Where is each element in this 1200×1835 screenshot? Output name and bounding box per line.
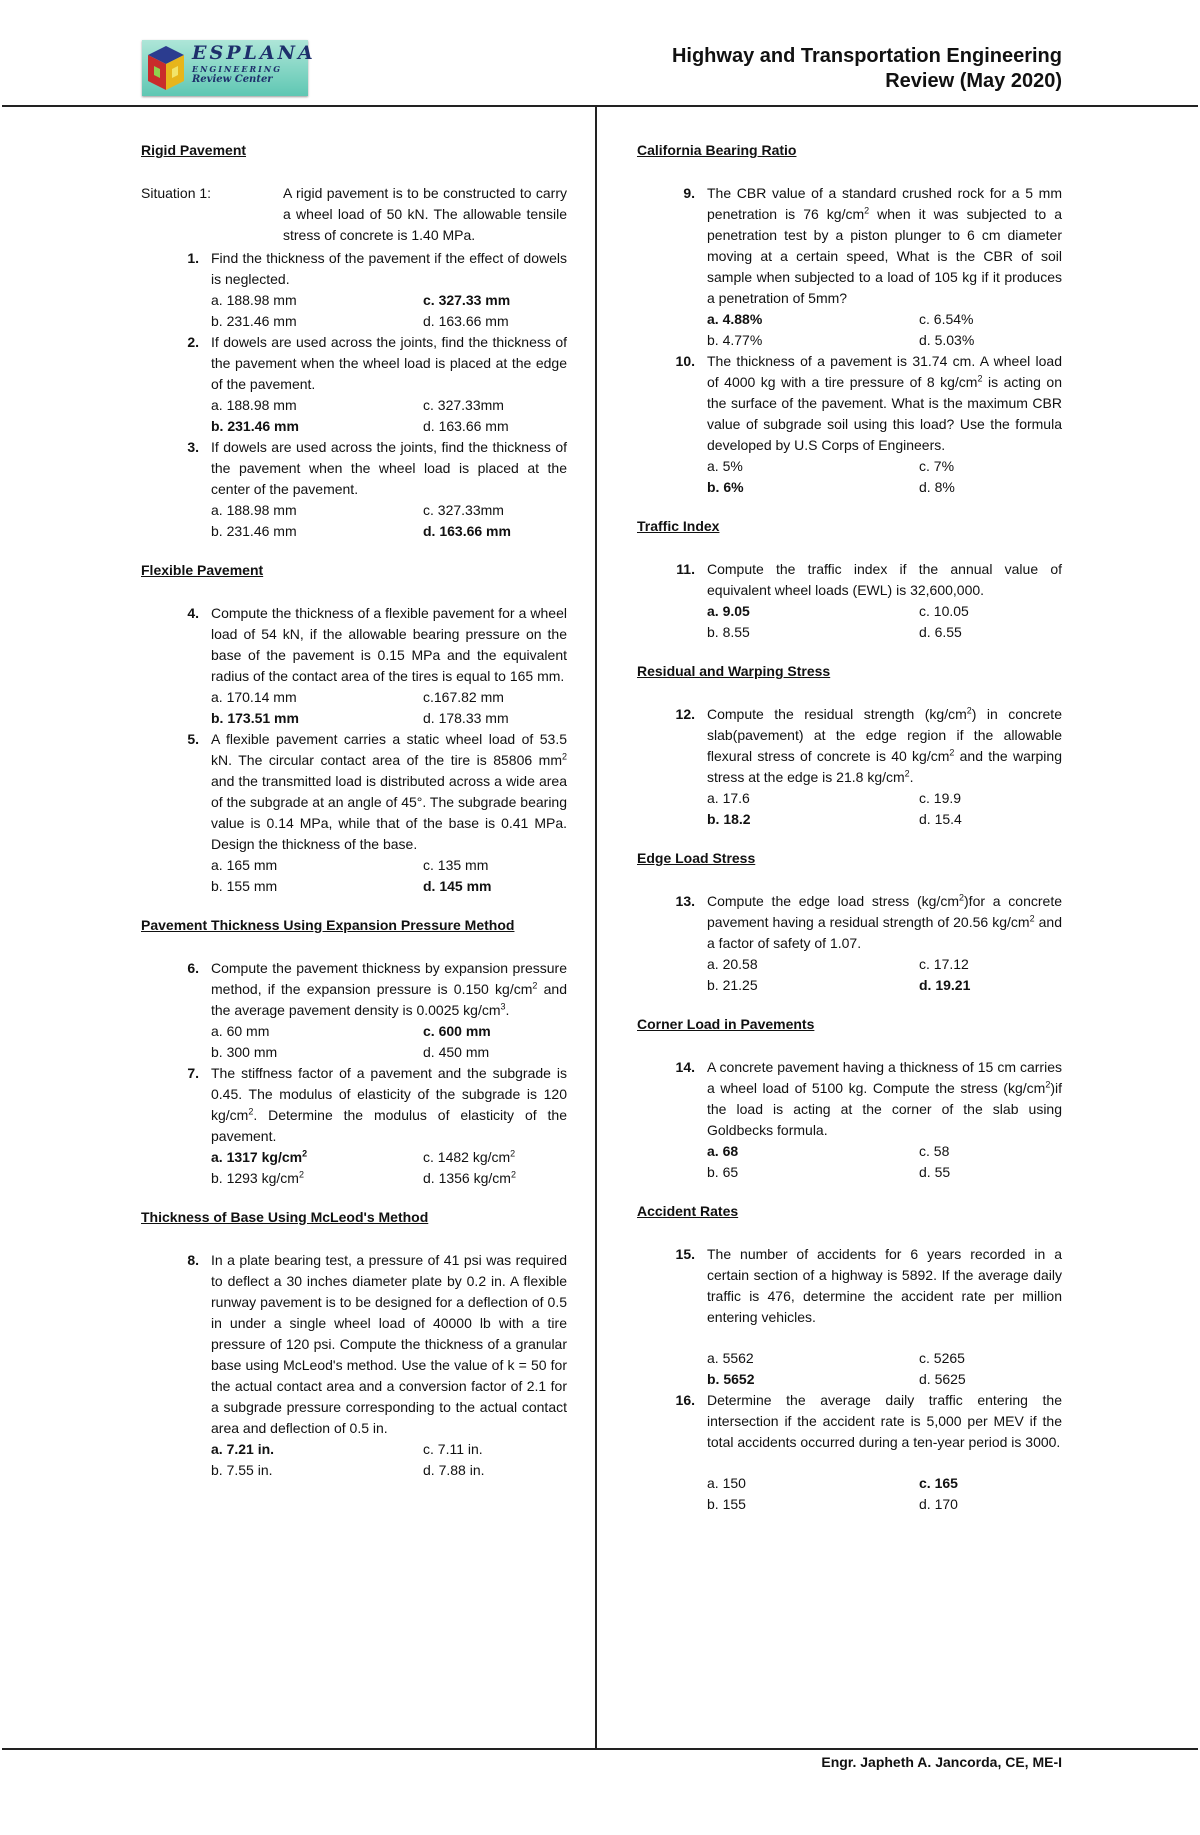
question-text bbox=[211, 1063, 567, 1147]
section-title-residual-warping: Residual and Warping Stress bbox=[637, 663, 831, 679]
text-part: Compute the residual strength (kg/cm bbox=[707, 706, 967, 722]
superscript: 2 bbox=[561, 751, 567, 762]
question-number: 4. bbox=[187, 605, 199, 621]
choice-c: c. 327.33 mm bbox=[423, 292, 511, 308]
choice-c: c. 327.33mm bbox=[423, 397, 504, 413]
logo-engineering: ENGINEERING bbox=[192, 64, 283, 74]
choice-a: a. 68 bbox=[707, 1143, 739, 1159]
choice-c: c. 58 bbox=[919, 1143, 950, 1159]
choice-a: a. 188.98 mm bbox=[211, 292, 297, 308]
cube-icon bbox=[146, 44, 186, 92]
section-title-expansion-pressure: Pavement Thickness Using Expansion Pressure Method bbox=[141, 917, 515, 933]
superscript: 2 bbox=[510, 1148, 516, 1159]
question-15 bbox=[637, 1244, 1062, 1390]
superscript: 2 bbox=[904, 768, 910, 779]
page-title bbox=[672, 44, 1062, 94]
answer-choices bbox=[211, 290, 567, 332]
answer-choices bbox=[707, 788, 1062, 830]
choice-c: c. 5265 bbox=[919, 1350, 965, 1366]
footer-author: Engr. Japheth A. Jancorda, CE, ME-I bbox=[821, 1754, 1062, 1770]
superscript: 2 bbox=[949, 747, 955, 758]
choice-b: b. 231.46 mm bbox=[211, 523, 297, 539]
title-line-2: Review (May 2020) bbox=[885, 70, 1062, 92]
choice-d: d. 450 mm bbox=[423, 1044, 490, 1060]
choice-d: d. 5.03% bbox=[919, 332, 975, 348]
choice-c: c. 17.12 bbox=[919, 956, 969, 972]
superscript: 2 bbox=[1045, 1079, 1051, 1090]
left-column bbox=[141, 140, 567, 1481]
answer-choices bbox=[707, 1141, 1062, 1183]
section-title-corner-load: Corner Load in Pavements bbox=[637, 1016, 815, 1032]
text-part: The stiffness factor of a pavement and the subgrade is 0.45. The modulus of elasticity of the subgrade is 120 kg/cm bbox=[211, 1065, 567, 1123]
choice-b: b. 6% bbox=[707, 479, 744, 495]
choice-d: d. 7.88 in. bbox=[423, 1462, 485, 1478]
question-number: 5. bbox=[187, 731, 199, 747]
choice-d: d. 5625 bbox=[919, 1371, 966, 1387]
question-text: Find the thickness of the pavement if the effect of dowels is neglected. bbox=[211, 250, 567, 287]
answer-choices bbox=[707, 456, 1062, 498]
answer-choices bbox=[211, 1021, 567, 1063]
section-title-flexible-pavement: Flexible Pavement bbox=[141, 562, 264, 578]
choice-c: c. 165 bbox=[919, 1475, 958, 1491]
choice-d: d. 170 bbox=[919, 1496, 958, 1512]
section-title-rigid-pavement: Rigid Pavement bbox=[141, 142, 247, 158]
answer-choices bbox=[707, 309, 1062, 351]
header-rule bbox=[2, 105, 1198, 107]
question-10 bbox=[637, 351, 1062, 498]
text-part: A flexible pavement carries a static wheel load of 53.5 kN. The circular contact area of the tire is 85806 mm bbox=[211, 731, 567, 768]
superscript: 2 bbox=[302, 1148, 308, 1159]
question-text: If dowels are used across the joints, find the thickness of the pavement when the wheel load is placed at the edge of the pavement. bbox=[211, 334, 567, 392]
choice-d: d. 145 mm bbox=[423, 878, 492, 894]
answer-choices bbox=[707, 601, 1062, 643]
answer-choices bbox=[211, 855, 567, 897]
question-9 bbox=[637, 183, 1062, 351]
question-7 bbox=[141, 1063, 567, 1189]
choice-a: a. 188.98 mm bbox=[211, 397, 297, 413]
text-part: when it was subjected to a penetration test by a piston plunger to 6 cm diameter moving at a certain speed, What is the CBR of soil sample when subjected to a load of 105 kg if it produces a penetration of 5mm? bbox=[707, 206, 1062, 306]
text-part: )for a concrete pavement having a residual strength of 20.56 kg/cm bbox=[707, 893, 1063, 930]
question-number: 10. bbox=[675, 353, 695, 369]
text-part: and the transmitted load is distributed across a wide area of the subgrade at an angle of 45°. The subgrade bearing value is 0.14 MPa, while that of the base is 0.41 MPa. Design the thickness of the base. bbox=[211, 773, 567, 852]
question-text bbox=[211, 729, 567, 855]
answer-choices bbox=[211, 1439, 567, 1481]
choice-c: c. 6.54% bbox=[919, 311, 974, 327]
superscript: 2 bbox=[966, 705, 972, 716]
choice-a: a. 7.21 in. bbox=[211, 1441, 275, 1457]
text-part: . bbox=[909, 769, 914, 785]
choice-b: b. 21.25 bbox=[707, 977, 758, 993]
superscript: 2 bbox=[532, 980, 538, 991]
title-line-1: Highway and Transportation Engineering bbox=[671, 45, 1062, 67]
choice-d: d. 8% bbox=[919, 479, 955, 495]
question-number: 15. bbox=[675, 1246, 695, 1262]
text-part: and the average pavement density is 0.0025 kg/cm bbox=[211, 981, 568, 1018]
choice-d: d. 6.55 bbox=[919, 624, 962, 640]
choice-a: a. 9.05 bbox=[707, 603, 750, 619]
choice-c: c. 135 mm bbox=[423, 857, 489, 873]
text-part: The CBR value of a standard crushed rock for a 5 mm penetration is 76 kg/cm bbox=[707, 185, 1062, 222]
question-number: 3. bbox=[187, 439, 199, 455]
superscript: 2 bbox=[510, 1169, 516, 1180]
text-part: and the warping stress at the edge is 21.8 kg/cm bbox=[707, 748, 1062, 785]
logo-name: ESPLANA bbox=[192, 42, 316, 64]
choice-c: c. 19.9 bbox=[919, 790, 962, 806]
choice-b: b. 231.46 mm bbox=[211, 418, 299, 434]
choice-c: c. 7.11 in. bbox=[423, 1441, 483, 1457]
superscript: 2 bbox=[864, 205, 870, 216]
choice-a: a. 20.58 bbox=[707, 956, 758, 972]
question-11 bbox=[637, 559, 1062, 643]
choice-d: d. 15.4 bbox=[919, 811, 962, 827]
choice-text: b. 1293 kg/cm bbox=[211, 1170, 299, 1186]
question-number: 1. bbox=[187, 250, 199, 266]
question-text bbox=[707, 351, 1062, 456]
choice-a: a. 5% bbox=[707, 458, 743, 474]
logo-review-center: Review Center bbox=[192, 74, 273, 85]
choice-c bbox=[423, 1147, 567, 1168]
question-number: 8. bbox=[187, 1252, 199, 1268]
choice-b: b. 7.55 in. bbox=[211, 1462, 273, 1478]
choice-a bbox=[211, 1147, 423, 1168]
choice-a: a. 150 bbox=[707, 1475, 746, 1491]
choice-text: d. 1356 kg/cm bbox=[423, 1170, 511, 1186]
right-column bbox=[637, 140, 1062, 1515]
situation-label: Situation 1: bbox=[141, 185, 212, 201]
section-title-edge-load: Edge Load Stress bbox=[637, 850, 756, 866]
answer-choices bbox=[211, 687, 567, 729]
question-text: Compute the traffic index if the annual value of equivalent wheel loads (EWL) is 32,600,000. bbox=[707, 561, 1062, 598]
text-part: . bbox=[505, 1002, 510, 1018]
choice-d: d. 55 bbox=[919, 1164, 951, 1180]
choice-d: d. 163.66 mm bbox=[423, 313, 509, 329]
esplana-logo bbox=[142, 40, 316, 96]
question-2 bbox=[141, 332, 567, 437]
choice-b: b. 4.77% bbox=[707, 332, 763, 348]
logo-wordmark bbox=[192, 44, 316, 85]
question-text bbox=[707, 704, 1062, 788]
text-part: A concrete pavement having a thickness of 15 cm carries a wheel load of 5100 kg. Compute the stress (kg/cm bbox=[707, 1059, 1062, 1096]
answer-choices bbox=[211, 395, 567, 437]
choice-b bbox=[211, 1168, 423, 1189]
question-number: 11. bbox=[676, 561, 695, 577]
column-divider bbox=[595, 106, 597, 1748]
choice-d: d. 19.21 bbox=[919, 977, 971, 993]
choice-c: c. 10.05 bbox=[919, 603, 969, 619]
text-part: )if the load is acting at the corner of the slab using Goldbecks formula. bbox=[707, 1080, 1062, 1138]
superscript: 2 bbox=[959, 892, 965, 903]
question-6 bbox=[141, 958, 567, 1063]
question-text bbox=[707, 891, 1062, 954]
situation-1 bbox=[141, 183, 567, 246]
question-text: The number of accidents for 6 years recorded in a certain section of a highway is 5892. If the average daily traffic is 476, determine the accident rate per million entering vehicles. bbox=[707, 1246, 1062, 1325]
superscript: 2 bbox=[1029, 913, 1035, 924]
section-title-traffic-index: Traffic Index bbox=[637, 518, 720, 534]
choice-b: b. 155 mm bbox=[211, 878, 278, 894]
question-text: In a plate bearing test, a pressure of 41 psi was required to deflect a 30 inches diameter plate by 0.2 in. A flexible runway pavement is to be designed for a deflection of 0.5 in under a single wheel load of 40000 lb with a tire pressure of 120 psi. Compute the thickness of a granular base using McLeod's method. Use the value of k = 50 for the actual contact area and a conversion factor of 2.1 for a subgrade pressure corresponding to the actual contact area and deflection of 0.5 in. bbox=[211, 1252, 567, 1436]
choice-text: a. 1317 kg/cm bbox=[211, 1149, 303, 1165]
text-part: ) in concrete slab(pavement) at the edge region if the allowable flexural stress of concrete is 40 kg/cm bbox=[707, 706, 1062, 764]
choice-a: a. 4.88% bbox=[707, 311, 763, 327]
text-part: The thickness of a pavement is 31.74 cm. A wheel load of 4000 kg with a tire pressure of 8 kg/cm bbox=[707, 353, 1062, 390]
question-number: 2. bbox=[187, 334, 199, 350]
question-number: 13. bbox=[675, 893, 695, 909]
choice-b: b. 173.51 mm bbox=[211, 710, 299, 726]
choice-b: b. 5652 bbox=[707, 1371, 755, 1387]
answer-choices bbox=[211, 1147, 567, 1189]
answer-choices bbox=[211, 500, 567, 542]
question-14 bbox=[637, 1057, 1062, 1183]
section-title-mcleod: Thickness of Base Using McLeod's Method bbox=[141, 1209, 429, 1225]
choice-b: b. 8.55 bbox=[707, 624, 750, 640]
question-text: If dowels are used across the joints, find the thickness of the pavement when the wheel load is placed at the center of the pavement. bbox=[211, 439, 567, 497]
situation-text: A rigid pavement is to be constructed to carry a wheel load of 50 kN. The allowable tensile stress of concrete is 1.40 MPa. bbox=[283, 185, 567, 243]
question-8 bbox=[141, 1250, 567, 1481]
choice-a: a. 5562 bbox=[707, 1350, 754, 1366]
question-number: 12. bbox=[675, 706, 695, 722]
answer-choices bbox=[707, 954, 1062, 996]
question-1 bbox=[141, 248, 567, 332]
question-4 bbox=[141, 603, 567, 729]
question-number: 9. bbox=[683, 185, 695, 201]
text-part: and a factor of safety of 1.07. bbox=[707, 914, 1062, 951]
choice-d: d. 178.33 mm bbox=[423, 710, 509, 726]
choice-a: a. 165 mm bbox=[211, 857, 278, 873]
question-3 bbox=[141, 437, 567, 542]
question-text: Compute the thickness of a flexible pavement for a wheel load of 54 kN, if the allowable bearing pressure on the base of the pavement is 0.15 MPa and the equivalent radius of the contact area of the tires is equal to 165 mm. bbox=[211, 605, 567, 684]
answer-choices bbox=[707, 1348, 1062, 1390]
choice-d: d. 163.66 mm bbox=[423, 523, 511, 539]
choice-text: c. 1482 kg/cm bbox=[423, 1149, 511, 1165]
choice-b: b. 18.2 bbox=[707, 811, 751, 827]
superscript: 2 bbox=[248, 1106, 254, 1117]
text-part: is acting on the surface of the pavement. What is the maximum CBR value of subgrade soil using this load? Use the formula developed by U.S Corps of Engineers. bbox=[707, 374, 1062, 453]
question-text: Determine the average daily traffic entering the intersection if the accident rate is 5,000 per MEV if the total accidents occurred during a ten-year period is 3000. bbox=[707, 1392, 1062, 1450]
question-number: 6. bbox=[187, 960, 199, 976]
choice-b: b. 155 bbox=[707, 1496, 746, 1512]
question-16 bbox=[637, 1390, 1062, 1515]
choice-a: a. 188.98 mm bbox=[211, 502, 297, 518]
choice-c: c. 327.33mm bbox=[423, 502, 504, 518]
question-12 bbox=[637, 704, 1062, 830]
choice-b: b. 300 mm bbox=[211, 1044, 278, 1060]
choice-a: a. 170.14 mm bbox=[211, 689, 297, 705]
choice-d: d. 163.66 mm bbox=[423, 418, 509, 434]
footer-rule bbox=[2, 1748, 1198, 1750]
text-part: . Determine the modulus of elasticity of the pavement. bbox=[211, 1107, 567, 1144]
text-part: Compute the pavement thickness by expansion pressure method, if the expansion pressure is 0.150 kg/cm bbox=[211, 960, 567, 997]
choice-c: c. 600 mm bbox=[423, 1023, 491, 1039]
question-number: 7. bbox=[187, 1065, 199, 1081]
superscript: 2 bbox=[298, 1169, 304, 1180]
question-text bbox=[211, 958, 567, 1021]
superscript: 3 bbox=[500, 1001, 506, 1012]
choice-c: c. 7% bbox=[919, 458, 955, 474]
question-13 bbox=[637, 891, 1062, 996]
page-header bbox=[0, 0, 1200, 108]
choice-c: c.167.82 mm bbox=[423, 689, 504, 705]
question-text bbox=[707, 1057, 1062, 1141]
choice-b: b. 231.46 mm bbox=[211, 313, 297, 329]
question-5 bbox=[141, 729, 567, 897]
question-text bbox=[707, 183, 1062, 309]
text-part: Compute the edge load stress (kg/cm bbox=[707, 893, 959, 909]
choice-a: a. 17.6 bbox=[707, 790, 750, 806]
section-title-cbr: California Bearing Ratio bbox=[637, 142, 797, 158]
choice-a: a. 60 mm bbox=[211, 1023, 270, 1039]
choice-b: b. 65 bbox=[707, 1164, 739, 1180]
superscript: 2 bbox=[977, 373, 983, 384]
answer-choices bbox=[707, 1473, 1062, 1515]
question-number: 16. bbox=[675, 1392, 695, 1408]
section-title-accident-rates: Accident Rates bbox=[637, 1203, 739, 1219]
question-number: 14. bbox=[675, 1059, 695, 1075]
choice-d bbox=[423, 1168, 567, 1189]
